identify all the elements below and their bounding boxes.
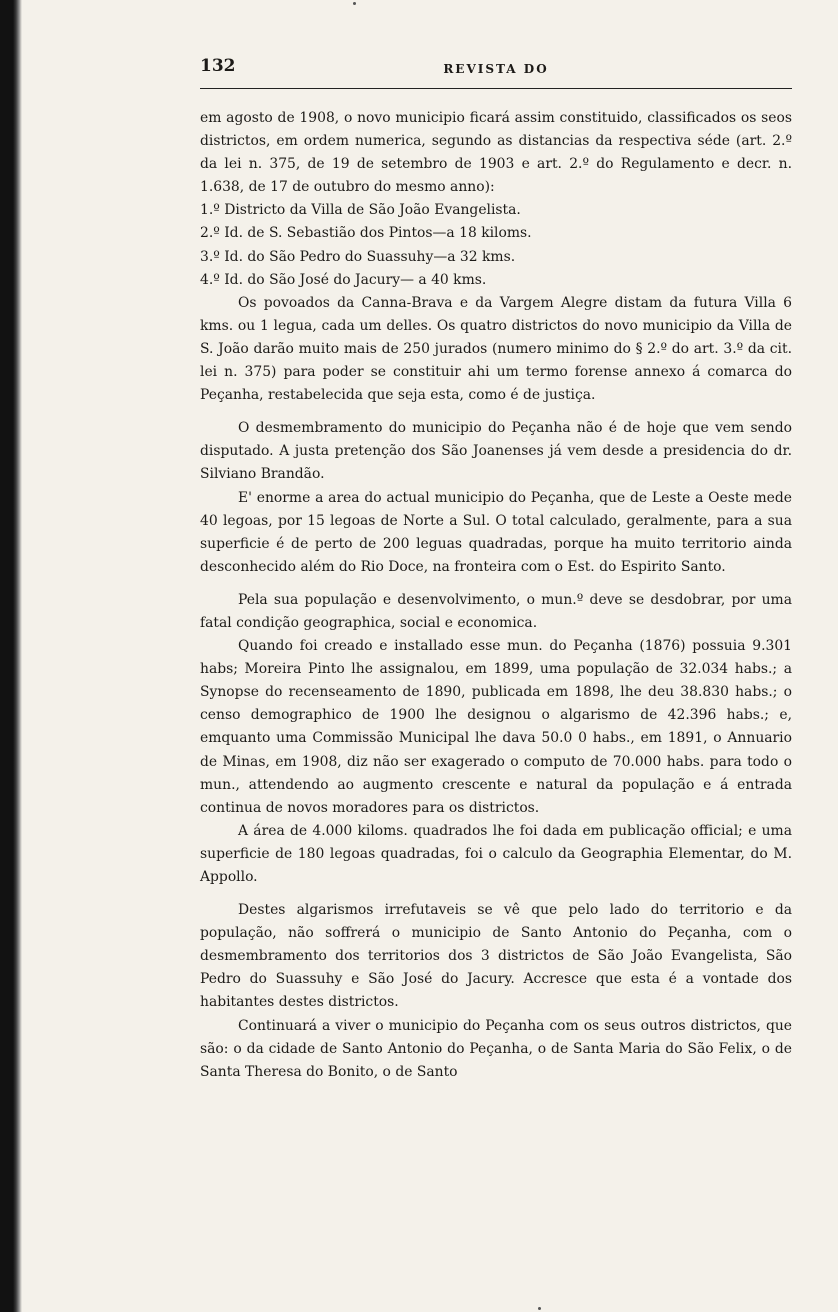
paragraph-desmembramento: O desmembramento do municipio do Peçanha não é de hoje que vem sendo disputado. A justa pretenção dos São Joanenses já vem desde a presidencia do dr. Silviano Brandão. (200, 420, 792, 483)
district-item: 1.º Districto da Villa de São João Evangelista. (200, 202, 521, 219)
paragraph-area: E' enorme a area do actual municipio do Peçanha, que de Leste a Oeste mede 40 legoas, por 15 legoas de Norte a Sul. O total calculado, geralmente, para a sua superficie é de perto de 200 leguas quadradas, porque ha muito territorio ainda desconhecido além do Rio Doce, na fronteira com o Est. do Espirito Santo. (200, 489, 792, 575)
paragraph-intro: em agosto de 1908, o novo municipio ficará assim constituido, classificados os seos districtos, em ordem numerica, segundo as distancias da respectiva séde (art. 2.º da lei n. 375, de 19 de setembro de 1903 e art. 2.º do Regulamento e decr. n. 1.638, de 17 de outubro do mesmo anno): (200, 110, 792, 196)
print-speck (538, 1307, 541, 1310)
paragraph-povoados: Os povoados da Canna-Brava e da Vargem Alegre distam da futura Villa 6 kms. ou 1 legua, cada um delles. Os quatro districtos do novo municipio da Villa de S. João darão muito mais de 250 jurados (numero minimo do § 2.º do art. 3.º da cit. lei n. 375) para poder se constituir ahi um termo forense annexo á comarca do Peçanha, restabelecida que seja esta, como é de justiça. (200, 294, 792, 404)
district-item: 3.º Id. do São Pedro do Suassuhy—a 32 kms. (200, 248, 516, 265)
running-head (200, 56, 792, 84)
paragraph-area-kms: A área de 4.000 kiloms. quadrados lhe foi dada em publicação official; e uma superficie de 180 legoas quadradas, foi o calculo da Geographia Elementar, do M. Appollo. (200, 822, 792, 885)
document-page (200, 56, 792, 1084)
paragraph-censo: Quando foi creado e installado esse mun. do Peçanha (1876) possuia 9.301 habs; Moreira Pinto lhe assignalou, em 1899, uma população de 32.034 habs.; a Synopse do recenseamento de 1890, publicada em 1898, lhe deu 38.830 habs.; o censo demographico de 1900 lhe designou o algarismo de 42.396 habs.; e, emquanto uma Commissão Municipal lhe dava 50.0 0 habs., em 1891, o Annuario de Minas, em 1908, diz não ser exagerado o computo de 70.000 habs. para todo o mun., attendendo ao augmento crescente e natural da população e á entrada continua de novos moradores para os districtos. (200, 638, 792, 816)
paragraph-continuara: Continuará a viver o municipio do Peçanha com os seus outros districtos, que são: o da cidade de Santo Antonio do Peçanha, o de Santa Maria do São Felix, o de Santa Theresa do Bonito, o de Santo (200, 1017, 792, 1080)
body-text (200, 107, 792, 1084)
district-item: 2.º Id. de S. Sebastião dos Pintos—a 18 kiloms. (200, 225, 532, 242)
print-speck (353, 2, 356, 5)
running-title: REVISTA DO (443, 62, 549, 76)
page-number: 132 (200, 56, 236, 76)
header-rule (200, 88, 792, 89)
paragraph-algarismos: Destes algarismos irrefutaveis se vê que pelo lado do territorio e da população, não soffrerá o municipio de Santo Antonio do Peçanha, com o desmembramento dos territorios dos 3 districtos de São João Evangelista, São Pedro do Suassuhy e São José do Jacury. Accresce que esta é a vontade dos habitantes destes districtos. (200, 902, 792, 1011)
book-binding-edge (0, 0, 22, 1312)
district-item: 4.º Id. do São José do Jacury— a 40 kms. (200, 271, 487, 288)
paragraph-populacao: Pela sua população e desenvolvimento, o mun.º deve se desdobrar, por uma fatal condição geographica, social e economica. (200, 591, 792, 631)
